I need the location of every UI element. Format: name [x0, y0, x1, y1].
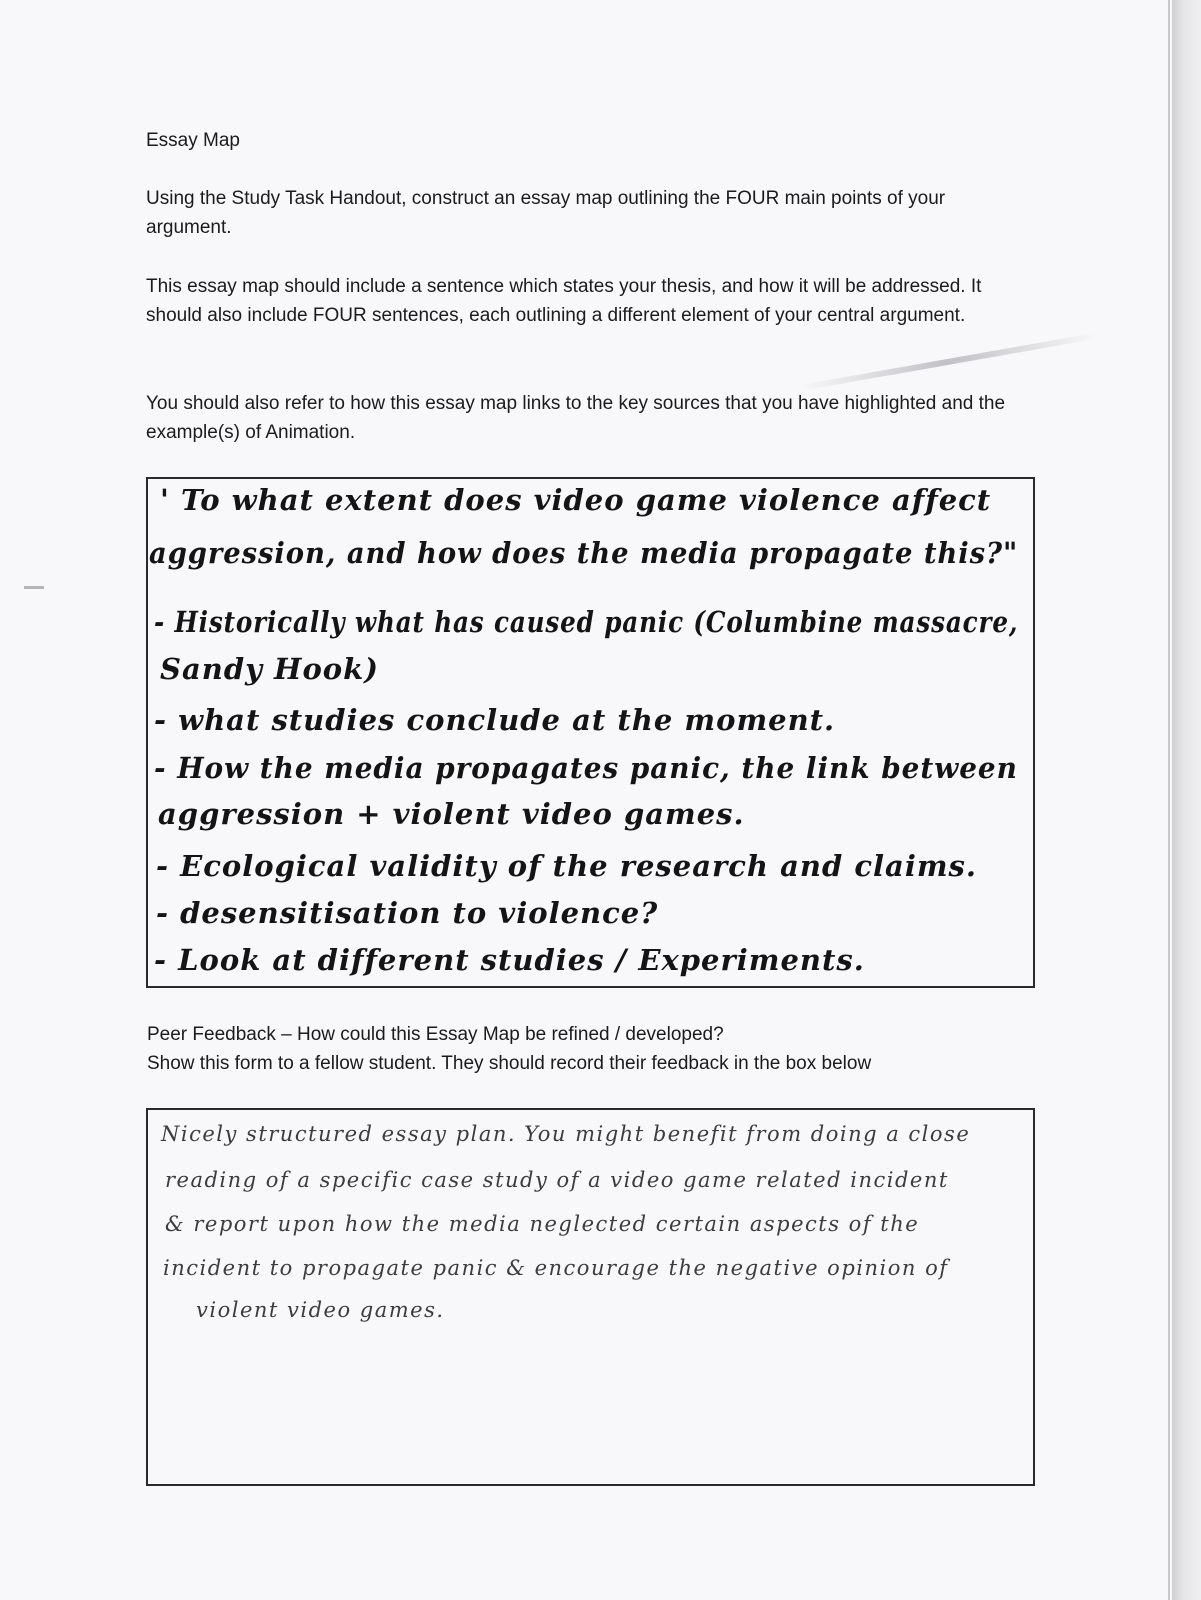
scanner-margin [1172, 0, 1201, 1600]
scan-smudge [799, 333, 1095, 391]
essay-map-line-1: ' To what extent does video game violence affect [160, 483, 992, 517]
essay-map-line-4: Sandy Hook) [160, 652, 379, 686]
peer-feedback-text-line-2: reading of a specific case study of a video game related incident [165, 1168, 949, 1192]
handout-title: Essay Map [146, 130, 240, 151]
instruction-paragraph-3: You should also refer to how this essay map links to the key sources that you have highlighted and the example(s) of Animation. [146, 393, 1006, 443]
peer-feedback-heading [147, 1020, 871, 1078]
scan-speck [24, 586, 44, 589]
page-edge-line [1168, 0, 1170, 1600]
peer-feedback-line-2: Show this form to a fellow student. They should record their feedback in the box below [147, 1053, 872, 1074]
instruction-paragraph-2: This essay map should include a sentence which states your thesis, and how it will be addressed. It should also include FOUR sentences, each outlining a different element of your central argument. [146, 276, 982, 326]
peer-feedback-text-line-1: Nicely structured essay plan. You might benefit from doing a close [161, 1122, 971, 1146]
essay-map-line-2: aggression, and how does the media propagate this?" [149, 536, 1019, 570]
peer-feedback-line-1: Peer Feedback – How could this Essay Map be refined / developed? [147, 1024, 724, 1045]
essay-map-line-9: - desensitisation to violence? [156, 896, 659, 930]
instruction-paragraph-1: Using the Study Task Handout, construct an essay map outlining the FOUR main points of your argument. [146, 188, 946, 238]
essay-map-line-10: - Look at different studies / Experiments. [154, 943, 865, 977]
peer-feedback-text-line-5: violent video games. [196, 1298, 445, 1322]
peer-feedback-box [146, 1108, 1035, 1486]
essay-map-line-7: aggression + violent video games. [158, 797, 745, 831]
peer-feedback-text-line-3: & report upon how the media neglected certain aspects of the [165, 1212, 920, 1236]
essay-map-line-6: - How the media propagates panic, the link between [154, 751, 1018, 785]
peer-feedback-text-line-4: incident to propagate panic & encourage the negative opinion of [163, 1256, 949, 1280]
essay-map-line-8: - Ecological validity of the research and claims. [156, 849, 977, 883]
essay-map-line-5: - what studies conclude at the moment. [154, 703, 836, 737]
essay-map-line-3: - Historically what has caused panic (Columbine massacre, [154, 605, 1019, 639]
